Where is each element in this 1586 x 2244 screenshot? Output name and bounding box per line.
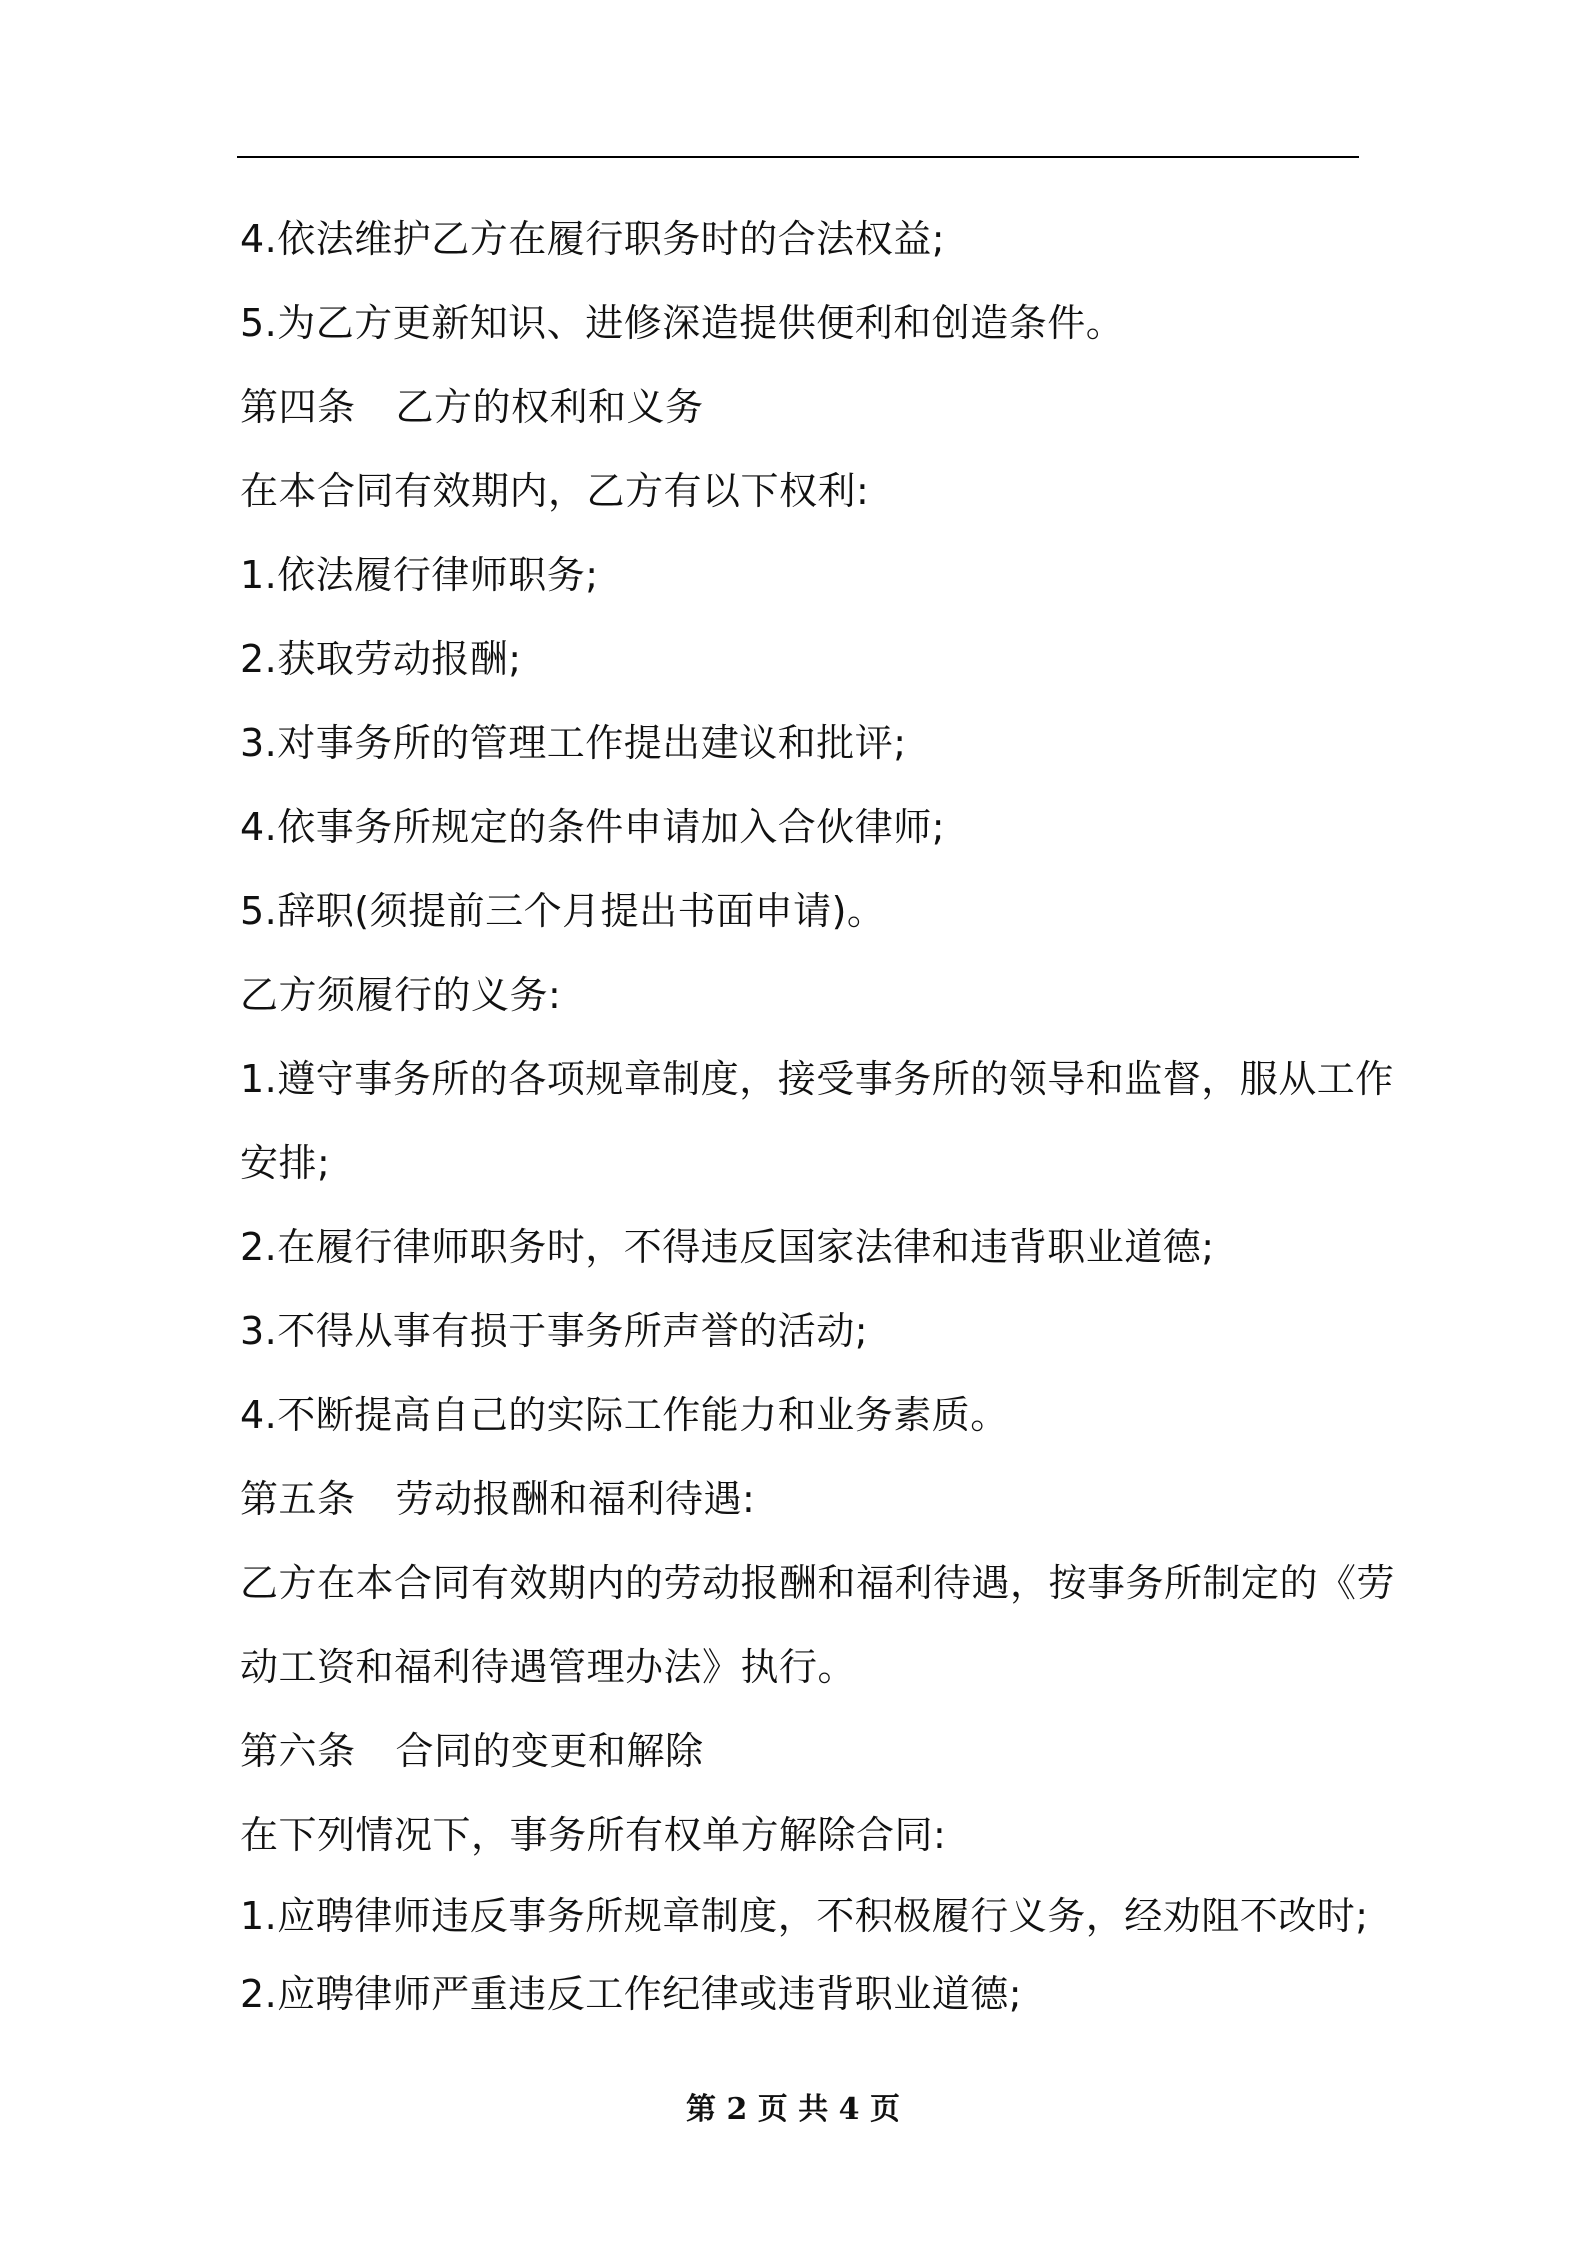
document-body	[240, 197, 1396, 2033]
list-item-continuation: 安排;	[240, 1141, 331, 1185]
paragraph-line: 5.为乙方更新知识、进修深造提供便利和创造条件。	[240, 301, 1125, 345]
list-item: 4.不断提高自己的实际工作能力和业务素质。	[240, 1393, 1009, 1437]
paragraph-line: 4.依法维护乙方在履行职务时的合法权益;	[240, 217, 946, 261]
paragraph-line: 在下列情况下，事务所有权单方解除合同:	[240, 1813, 947, 1857]
header-rule	[237, 156, 1359, 158]
article-heading	[240, 1457, 1364, 1541]
article-heading	[240, 1709, 1364, 1793]
article-heading	[240, 365, 1364, 449]
list-item: 3.对事务所的管理工作提出建议和批评;	[240, 721, 907, 765]
article-number: 第四条	[240, 385, 356, 429]
list-item: 2.获取劳动报酬;	[240, 637, 522, 681]
paragraph-line: 乙方在本合同有效期内的劳动报酬和福利待遇，按事务所制定的《劳	[240, 1561, 1396, 1605]
list-item: 1.遵守事务所的各项规章制度，接受事务所的领导和监督，服从工作	[240, 1057, 1394, 1101]
list-item: 1.依法履行律师职务;	[240, 553, 599, 597]
paragraph-line: 动工资和福利待遇管理办法》执行。	[240, 1645, 857, 1689]
article-title: 合同的变更和解除	[395, 1729, 704, 1773]
list-item: 2.应聘律师严重违反工作纪律或违背职业道德;	[240, 1972, 1023, 2016]
list-item: 5.辞职(须提前三个月提出书面申请)。	[240, 889, 886, 933]
list-item: 4.依事务所规定的条件申请加入合伙律师;	[240, 805, 946, 849]
article-title: 乙方的权利和义务	[395, 385, 704, 429]
list-item: 3.不得从事有损于事务所声誉的活动;	[240, 1309, 869, 1353]
article-title: 劳动报酬和福利待遇:	[395, 1477, 756, 1521]
paragraph-line: 在本合同有效期内，乙方有以下权利:	[240, 469, 870, 513]
paragraph-line: 乙方须履行的义务:	[240, 973, 562, 1017]
list-item: 2.在履行律师职务时，不得违反国家法律和违背职业道德;	[240, 1225, 1215, 1269]
page-number: 第 2 页 共 4 页	[686, 2092, 900, 2127]
article-number: 第五条	[240, 1477, 356, 1521]
article-number: 第六条	[240, 1729, 356, 1773]
list-item: 1.应聘律师违反事务所规章制度，不积极履行义务，经劝阻不改时;	[240, 1894, 1369, 1938]
